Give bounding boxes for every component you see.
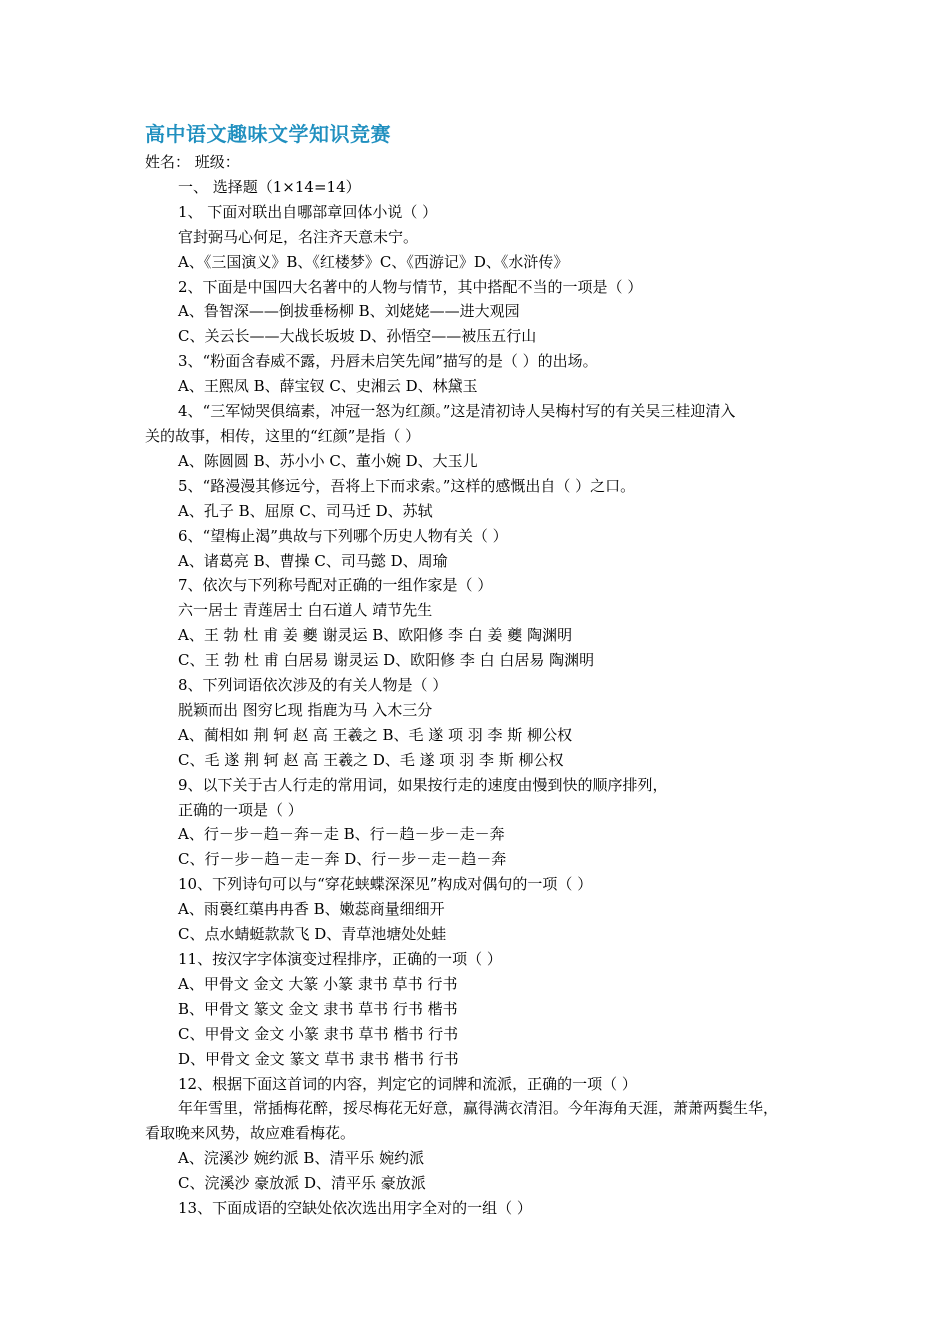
question-line: 2、下面是中国四大名著中的人物与情节，其中搭配不当的一项是（ ） bbox=[178, 277, 643, 296]
question-line: A、王熙凤 B、薛宝钗 C、史湘云 D、林黛玉 bbox=[178, 377, 478, 396]
question-line: 4、“三军恸哭俱缟素，冲冠一怒为红颜。”这是清初诗人吴梅村写的有关吴三桂迎清入 bbox=[178, 402, 736, 421]
question-line: D、甲骨文 金文 篆文 草书 隶书 楷书 行书 bbox=[178, 1049, 459, 1068]
question-line: A、陈圆圆 B、苏小小 C、董小婉 D、大玉儿 bbox=[178, 451, 478, 470]
question-line: C、关云长——大战长坂坡 D、孙悟空——被压五行山 bbox=[178, 327, 537, 346]
question-line: 看取晚来风势，故应难看梅花。 bbox=[145, 1124, 356, 1143]
question-line: 9、以下关于古人行走的常用词，如果按行走的速度由慢到快的顺序排列， bbox=[178, 775, 668, 794]
student-info-line: 姓名： 班级： bbox=[145, 153, 240, 171]
question-line: 12、根据下面这首词的内容，判定它的词牌和流派，正确的一项（ ） bbox=[178, 1074, 637, 1093]
question-list bbox=[145, 200, 815, 1221]
question-line: A、王 勃 杜 甫 姜 夔 谢灵运 B、欧阳修 李 白 姜 夔 陶渊明 bbox=[178, 626, 573, 645]
question-line: A、甲骨文 金文 大篆 小篆 隶书 草书 行书 bbox=[178, 974, 458, 993]
question-line: C、行－步－趋－走－奔 D、行－步－走－趋－奔 bbox=[178, 850, 507, 869]
question-line: 8、下列词语依次涉及的有关人物是（ ） bbox=[178, 676, 448, 695]
question-line: A、浣溪沙 婉约派 B、清平乐 婉约派 bbox=[178, 1149, 425, 1168]
question-line: C、甲骨文 金文 小篆 隶书 草书 楷书 行书 bbox=[178, 1024, 459, 1043]
question-line: 1、 下面对联出自哪部章回体小说（ ） bbox=[178, 202, 438, 221]
question-line: 关的故事，相传，这里的“红颜”是指（ ） bbox=[145, 426, 421, 445]
question-line: B、甲骨文 篆文 金文 隶书 草书 行书 楷书 bbox=[178, 999, 458, 1018]
question-line: A、雨裛红蕖冉冉香 B、嫩蕊商量细细开 bbox=[178, 900, 445, 919]
section-heading: 一、 选择题（1×14=14） bbox=[178, 177, 361, 196]
question-line: A、鲁智深——倒拔垂杨柳 B、刘姥姥——进大观园 bbox=[178, 302, 520, 321]
question-line: 六一居士 青莲居士 白石道人 靖节先生 bbox=[178, 601, 433, 620]
question-line: 脱颖而出 图穷匕现 指鹿为马 入木三分 bbox=[178, 700, 433, 719]
question-line: A、诸葛亮 B、曹操 C、司马懿 D、周瑜 bbox=[178, 551, 448, 570]
question-line: C、王 勃 杜 甫 白居易 谢灵运 D、欧阳修 李 白 白居易 陶渊明 bbox=[178, 651, 595, 670]
question-line: 7、依次与下列称号配对正确的一组作家是（ ） bbox=[178, 576, 493, 595]
question-line: A、行－步－趋－奔－走 B、行－趋－步－走－奔 bbox=[178, 825, 505, 844]
document-page bbox=[145, 118, 815, 1221]
question-line: A、《三国演义》B、《红楼梦》C、《西游记》D、《水浒传》 bbox=[178, 252, 569, 271]
document-title: 高中语文趣味文学知识竞赛 bbox=[145, 122, 391, 146]
question-line: C、浣溪沙 豪放派 D、清平乐 豪放派 bbox=[178, 1174, 426, 1193]
question-line: 6、“望梅止渴”典故与下列哪个历史人物有关（ ） bbox=[178, 526, 508, 545]
question-line: A、蔺相如 荆 轲 赵 高 王羲之 B、毛 遂 项 羽 李 斯 柳公权 bbox=[178, 725, 573, 744]
question-line: 5、“路漫漫其修远兮，吾将上下而求索。”这样的感慨出自（ ）之口。 bbox=[178, 476, 636, 495]
question-line: C、点水蜻蜓款款飞 D、青草池塘处处蛙 bbox=[178, 925, 447, 944]
question-line: 年年雪里，常插梅花醉，挼尽梅花无好意，赢得满衣清泪。今年海角天涯，萧萧两鬓生华， bbox=[178, 1099, 779, 1118]
question-line: 3、“粉面含春威不露，丹唇未启笑先闻”描写的是（ ）的出场。 bbox=[178, 352, 598, 371]
question-line: 13、下面成语的空缺处依次选出用字全对的一组（ ） bbox=[178, 1199, 532, 1218]
question-line: 10、下列诗句可以与“穿花蛱蝶深深见”构成对偶句的一项（ ） bbox=[178, 875, 593, 894]
question-line: A、孔子 B、屈原 C、司马迁 D、苏轼 bbox=[178, 501, 433, 520]
question-line: 11、按汉字字体演变过程排序，正确的一项（ ） bbox=[178, 950, 502, 968]
question-line: C、毛 遂 荆 轲 赵 高 王羲之 D、毛 遂 项 羽 李 斯 柳公权 bbox=[178, 750, 564, 769]
question-line: 官封弼马心何足，名注齐天意未宁。 bbox=[178, 227, 419, 246]
question-line: 正确的一项是（ ） bbox=[178, 800, 303, 819]
